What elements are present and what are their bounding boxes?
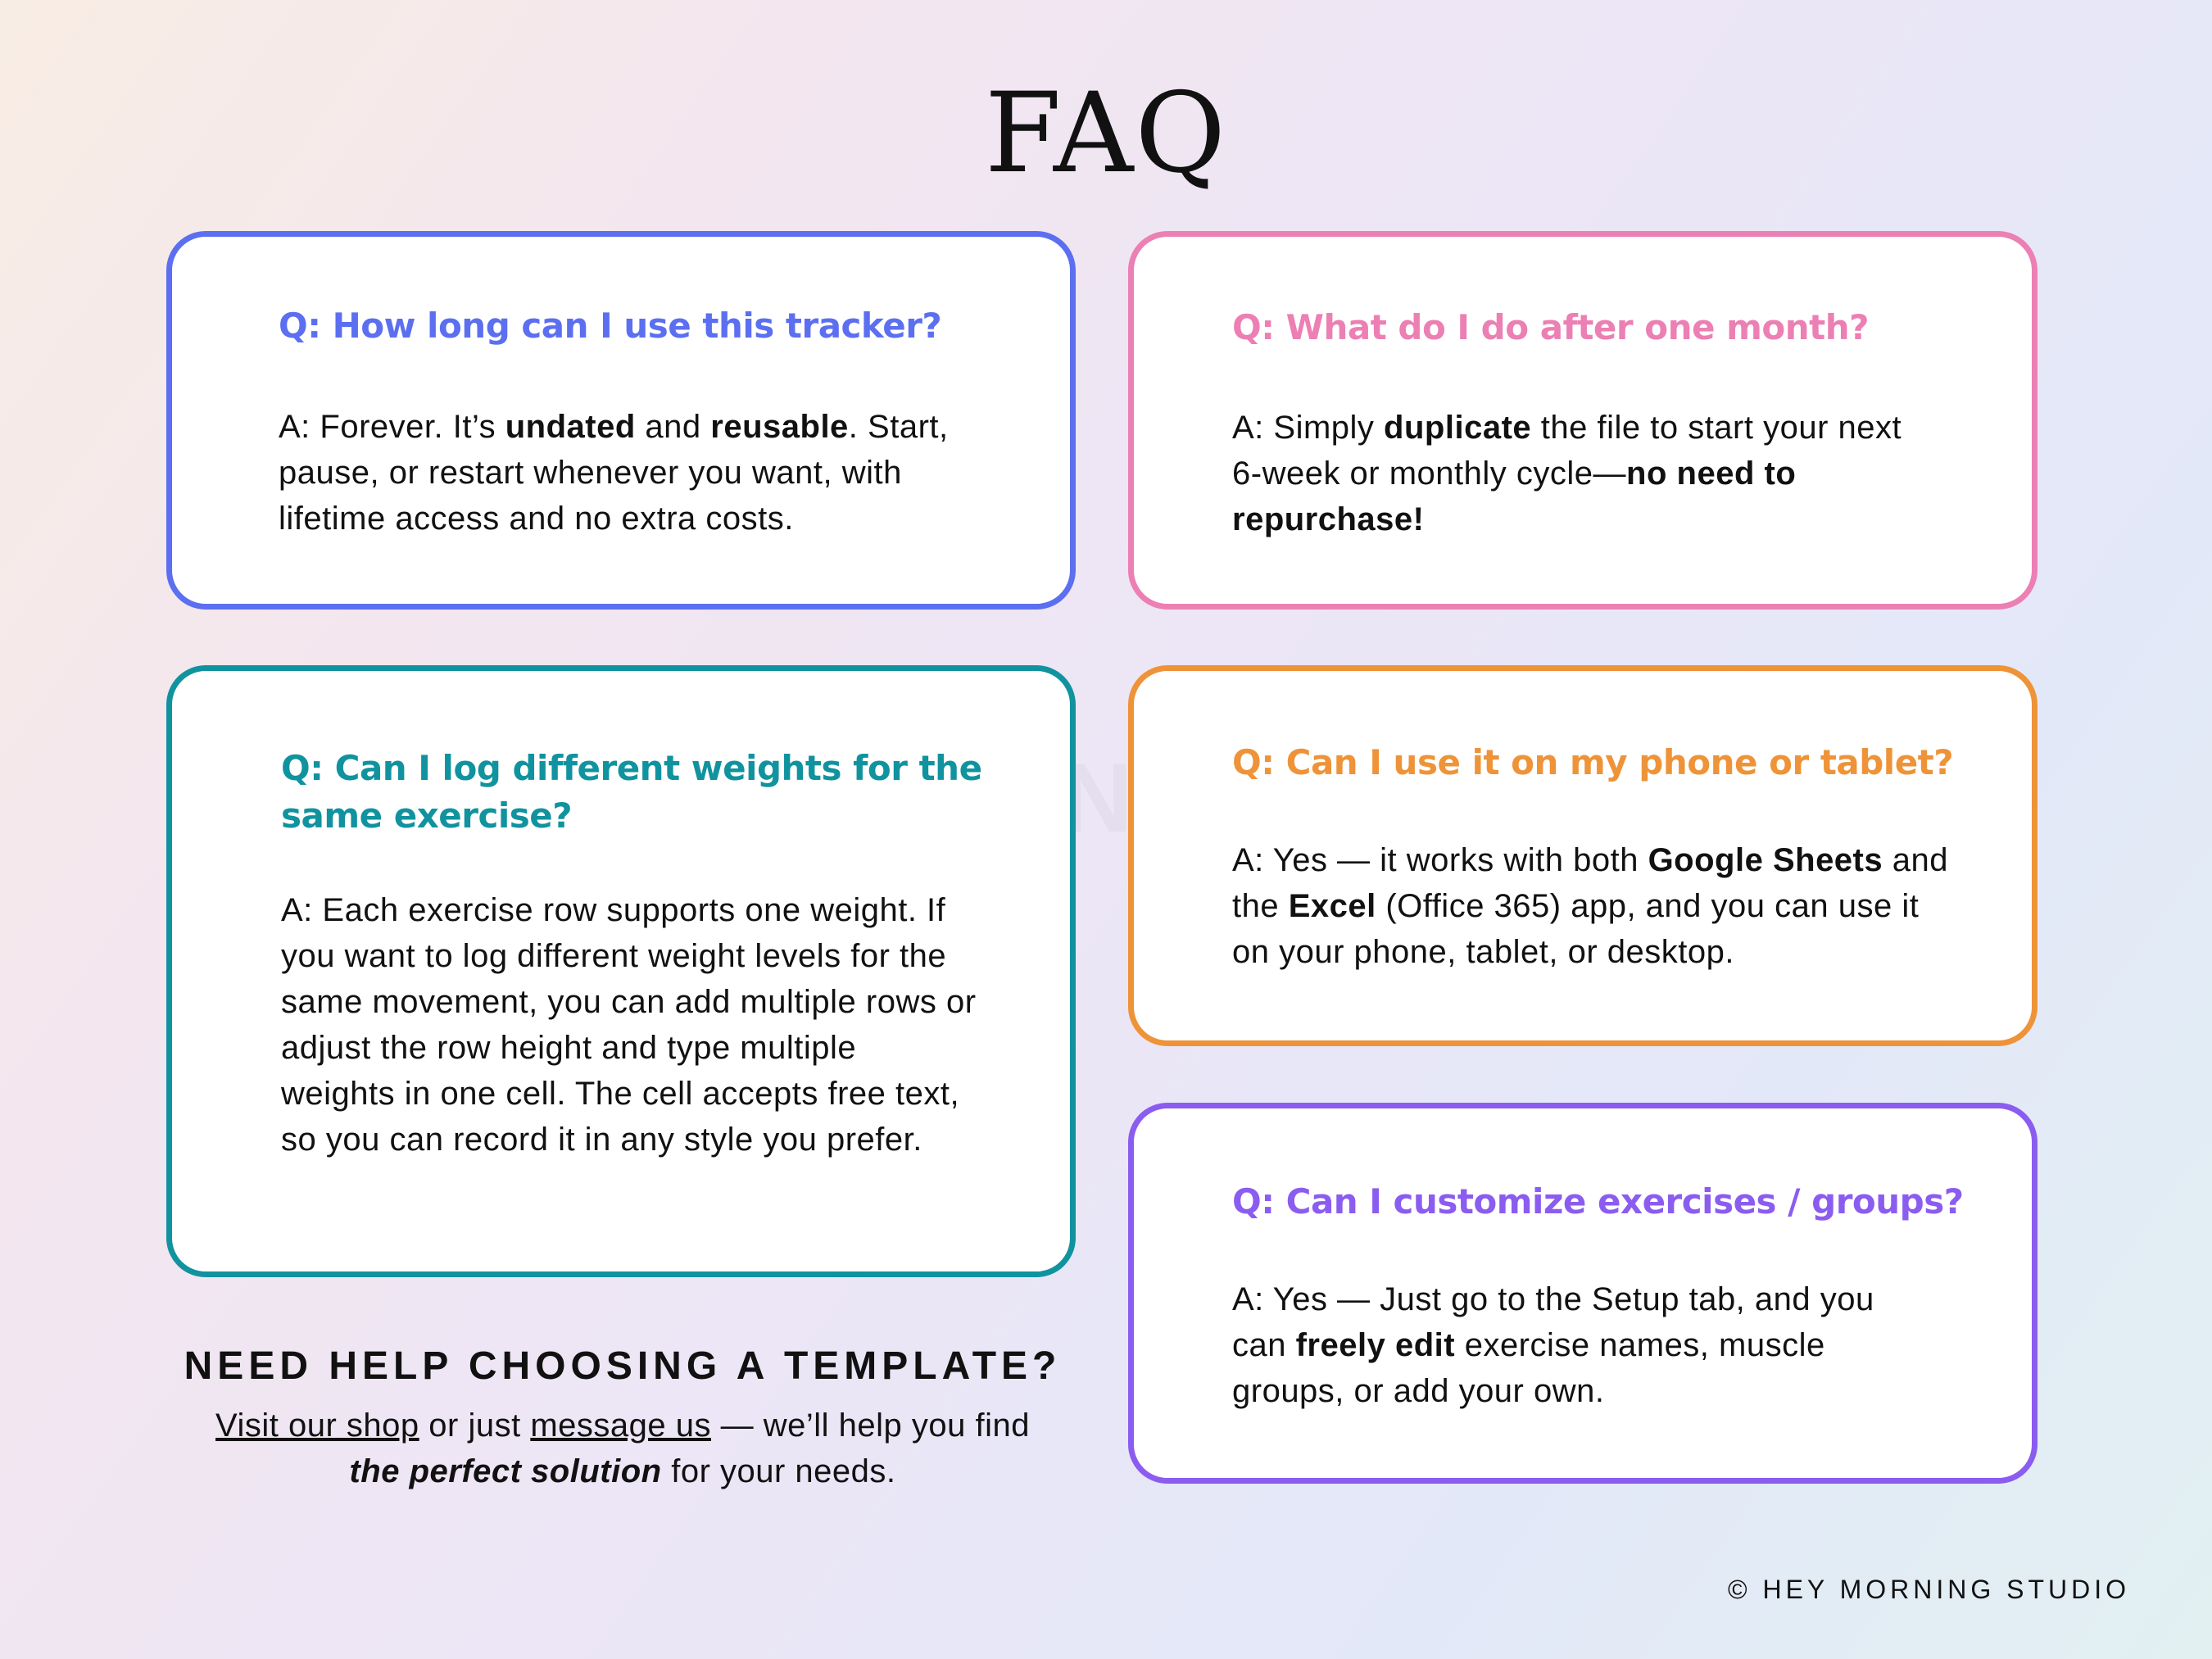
help-emphasis: the perfect solution (349, 1453, 662, 1489)
faq-answer: A: Yes — it works with both Google Sheets and the Excel (Office 365) app, and you can use it on your phone, tablet, or desktop. (1232, 842, 1948, 970)
faq-answer: A: Simply duplicate the file to start your next 6-week or monthly cycle—no need to repurchase! (1232, 410, 1902, 537)
faq-card-after-month (1128, 231, 2037, 610)
help-heading: NEED HELP CHOOSING A TEMPLATE? (184, 1344, 1062, 1388)
faq-question: Q: What do I do after one month? (1232, 307, 1869, 347)
help-text: Visit our shop or just message us — we’ll help you find the perfect solution for your needs. (215, 1407, 1030, 1489)
message-us-link[interactable]: message us (530, 1407, 711, 1444)
page-title: FAQ (984, 69, 1228, 197)
visit-shop-link[interactable]: Visit our shop (215, 1407, 419, 1444)
faq-card-phone-tablet (1128, 665, 2037, 1046)
faq-answer: A: Forever. It’s undated and reusable. Start, pause, or restart whenever you want, with lifetime access and no extra costs. (279, 409, 949, 537)
faq-question: Q: Can I log different weights for the same exercise? (281, 748, 982, 836)
faq-card-customize (1128, 1103, 2037, 1484)
copyright-footer: © HEY MORNING STUDIO (1727, 1575, 2130, 1604)
faq-question: Q: Can I use it on my phone or tablet? (1232, 742, 1954, 782)
faq-card-tracker-duration (166, 231, 1076, 610)
faq-answer: A: Yes — Just go to the Setup tab, and you can freely edit exercise names, muscle groups, or add your own. (1232, 1281, 1874, 1409)
faq-question: Q: How long can I use this tracker? (279, 306, 942, 346)
faq-question: Q: Can I customize exercises / groups? (1232, 1181, 1964, 1222)
faq-card-different-weights (166, 665, 1076, 1277)
faq-answer: A: Each exercise row supports one weight. If you want to log different weight levels for the same movement, you can add multiple rows or adjust the row height and type multiple weights in one cell. The cell accepts free text, so you can record it in any style you prefer. (281, 892, 977, 1158)
